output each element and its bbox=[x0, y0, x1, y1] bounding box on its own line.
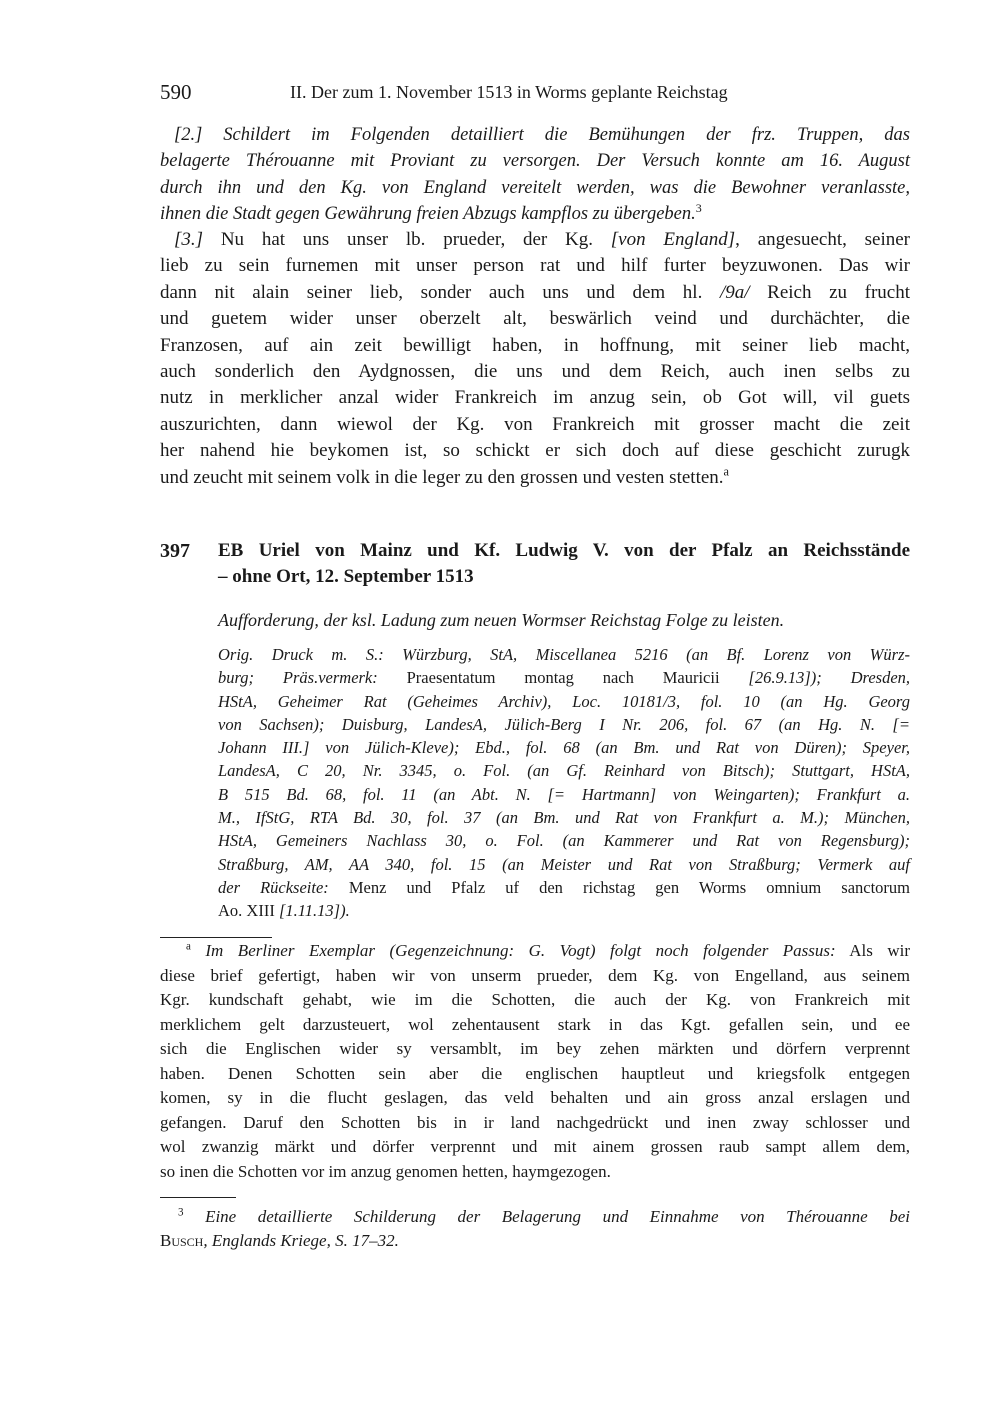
text-segment: auch sonderlich den Aydgnossen, die uns und dem Reich, auch inen selbs zu bbox=[160, 361, 910, 383]
paragraph-3-text bbox=[160, 227, 910, 491]
text-segment: dann nit alain seiner lieb, sonder auch uns und dem hl. bbox=[160, 281, 720, 303]
text-segment: her nahend hie beykomen ist, so schickt er sich doch auf diese geschicht zurugk bbox=[160, 440, 910, 462]
text-segment: Reich zu frucht bbox=[749, 281, 910, 303]
text-line bbox=[160, 964, 910, 989]
text-line bbox=[218, 829, 910, 852]
text-segment: LandesA, C 20, Nr. 3345, o. Fol. (an Gf. Reinhard von Bitsch); Stuttgart, HStA, bbox=[218, 761, 910, 781]
footnote-separator bbox=[160, 937, 272, 938]
text-segment: Orig. Druck m. S.: Würzburg, StA, Miscellanea 5216 (an Bf. Lorenz von Würz- bbox=[218, 645, 910, 664]
text-line bbox=[160, 465, 910, 491]
text-segment: und zeucht mit seinem volk in die leger zu den grossen und vesten stetten. bbox=[160, 466, 724, 488]
text-segment: burg; Präs.vermerk: bbox=[218, 668, 378, 688]
text-segment: Praesentatum montag nach Mauricii bbox=[377, 668, 749, 688]
running-title: II. Der zum 1. November 1513 in Worms geplante Reichstag bbox=[290, 82, 728, 102]
text-line bbox=[160, 1229, 910, 1253]
text-segment: diese brief gefertigt, haben wir von unserm prueder, dem Kg. von Engelland, aus seinem bbox=[160, 965, 910, 985]
text-segment: der Rückseite: bbox=[218, 877, 329, 897]
text-line bbox=[160, 385, 910, 411]
text-line bbox=[160, 1135, 910, 1160]
text-line bbox=[160, 227, 910, 253]
footnote-a bbox=[160, 939, 910, 1184]
text-line bbox=[218, 643, 910, 666]
text-segment: Nu hat uns unser lb. prueder, der Kg. bbox=[203, 229, 611, 250]
text-line bbox=[160, 988, 910, 1013]
text-segment: ihnen die Stadt gegen Gewährung freien Abzugs kampflos zu übergeben. bbox=[160, 204, 696, 225]
text-line bbox=[218, 666, 910, 689]
text-segment: Straßburg, AM, AA 340, fol. 15 (an Meister und Rat von Straßburg; Vermerk auf bbox=[218, 854, 910, 874]
page-number: 590 bbox=[160, 80, 192, 104]
text-segment: Kgr. kundschaft gehabt, wie im die Schotten, die auch der Kg. von Frankreich mit bbox=[160, 990, 910, 1009]
text-segment: Franzosen, auf ain zeit bewilligt haben, in hoffnung, mit seiner lieb macht, bbox=[160, 334, 910, 356]
text-segment: [1.11.13]). bbox=[278, 901, 350, 921]
text-segment: , Englands Kriege, S. 17–32. bbox=[203, 1230, 399, 1250]
text-line bbox=[160, 438, 910, 464]
document-title-line: – ohne Ort, 12. September 1513 bbox=[218, 566, 474, 587]
footnote-3 bbox=[160, 1205, 910, 1252]
document-number: 397 bbox=[160, 540, 190, 562]
text-segment: durch ihn und den Kg. von England vereitelt werden, was die Bewohner veranlasste, bbox=[160, 177, 910, 198]
text-segment: Menz und Pfalz uf den richstag gen Worms omnium sanctorum bbox=[328, 877, 911, 897]
text-line bbox=[218, 783, 910, 806]
text-line bbox=[218, 876, 910, 899]
text-line bbox=[160, 1037, 910, 1062]
footnote-marker: 3 bbox=[178, 1206, 184, 1219]
text-segment: B 515 Bd. 68, fol. 11 (an Abt. N. [= Hartmann] von Weingarten); Frankfurt a. bbox=[218, 784, 910, 804]
footnote-marker: a bbox=[723, 464, 730, 479]
text-segment: [von England] bbox=[610, 229, 736, 250]
text-segment: und guetem wider unser oberzelt alt, beswärlich veind und durchächter, die bbox=[160, 308, 910, 330]
text-line bbox=[218, 806, 910, 829]
text-segment: Busch bbox=[160, 1230, 204, 1250]
text-line bbox=[160, 253, 910, 279]
footnote-marker: 3 bbox=[695, 201, 702, 216]
text-line bbox=[160, 148, 910, 174]
text-segment: Im Berliner Exemplar (Gegenzeichnung: G. Vogt) folgt noch folgender Passus: bbox=[190, 941, 836, 960]
source-apparatus bbox=[218, 643, 910, 923]
text-line bbox=[160, 1111, 910, 1136]
text-line bbox=[160, 333, 910, 359]
text-segment: wol zwanzig märkt und dörfer verprennt und mit ainem grossen raub sampt allem dem, bbox=[160, 1137, 910, 1156]
text-line bbox=[218, 899, 910, 922]
text-line bbox=[160, 1205, 910, 1229]
text-line bbox=[218, 713, 910, 736]
text-segment: belagerte Thérouanne mit Proviant zu versorgen. Der Versuch konnte am 16. August bbox=[160, 151, 910, 172]
text-line bbox=[160, 1013, 910, 1038]
text-line bbox=[160, 201, 910, 227]
text-line bbox=[218, 690, 910, 713]
text-line bbox=[160, 122, 910, 148]
text-segment: von Sachsen); Duisburg, LandesA, Jülich-Berg I Nr. 206, fol. 67 (an Hg. N. [= bbox=[218, 714, 910, 734]
text-segment: Johann III.] von Jülich-Kleve); Ebd., fol. 68 (an Bm. und Rat von Düren); Speyer, bbox=[218, 738, 910, 758]
text-segment: M., IfStG, RTA Bd. 30, fol. 37 (an Bm. und Rat von Frankfurt a. M.); München, bbox=[218, 808, 910, 828]
text-line bbox=[160, 1160, 910, 1185]
text-segment: [3.] bbox=[174, 229, 204, 250]
text-line bbox=[218, 759, 910, 782]
text-segment: gefangen. Daruf den Schotten bis in ir land nachgedrückt und inen zway schlosser und bbox=[160, 1112, 910, 1132]
text-line bbox=[218, 853, 910, 876]
text-segment: sich die Englischen wider sy versamblt, im bey zehen märkten und dörfern verprennt bbox=[160, 1039, 910, 1058]
text-line bbox=[160, 280, 910, 306]
text-segment: nutz in merklicher anzal wider Frankreich im anzug sein, ob Got will, vil guets bbox=[160, 387, 910, 409]
text-line bbox=[160, 359, 910, 385]
text-segment: lieb zu sein furnemen mit unser person rat und hilf furter beyzuwonen. Das wir bbox=[160, 255, 910, 277]
text-segment: Als wir bbox=[835, 941, 910, 960]
text-segment: haben. Denen Schotten sein aber die englischen hauptleut und kriegsfolk entgegen bbox=[160, 1063, 910, 1083]
footnote-separator bbox=[160, 1197, 236, 1198]
text-segment: /9a/ bbox=[719, 281, 750, 303]
text-line bbox=[160, 1086, 910, 1111]
text-line bbox=[160, 175, 910, 201]
document-title bbox=[218, 538, 910, 590]
document-summary: Aufforderung, der ksl. Ladung zum neuen Wormser Reichstag Folge zu leisten. bbox=[218, 610, 785, 630]
text-line bbox=[218, 736, 910, 759]
text-segment: so inen die Schotten vor im anzug genomen hetten, haymgezogen. bbox=[160, 1161, 611, 1181]
text-segment: HStA, Geheimer Rat (Geheimes Archiv), Loc. 10181/3, fol. 10 (an Hg. Georg bbox=[218, 691, 910, 711]
text-segment: HStA, Gemeiners Nachlass 30, o. Fol. (an Kammerer und Rat von Regensburg); bbox=[218, 831, 910, 851]
text-segment: [2.] Schildert im Folgenden detailliert die Bemühungen der frz. Truppen, das bbox=[174, 125, 910, 145]
text-segment: komen, sy in die flucht geslagen, das veld behalten und ain gross anzal erslagen und bbox=[160, 1088, 910, 1107]
text-segment: Eine detaillierte Schilderung der Belagerung und Einnahme von Thérouanne bei bbox=[183, 1207, 910, 1226]
text-segment: auszurichten, dann wiewol der Kg. von Frankreich mit grosser macht die zeit bbox=[160, 413, 910, 435]
text-line bbox=[160, 939, 910, 964]
text-line bbox=[160, 306, 910, 332]
text-segment: [26.9.13]); Dresden, bbox=[748, 668, 911, 688]
footnote-marker: a bbox=[186, 940, 191, 953]
text-segment: merklichem gelt darzusteuert, wol zehentausent stark in das Kgt. gefallen sein, und ee bbox=[160, 1014, 910, 1034]
text-line bbox=[160, 1062, 910, 1087]
paragraph-2-summary bbox=[160, 122, 910, 228]
text-line bbox=[160, 412, 910, 438]
text-segment: Ao. XIII bbox=[218, 901, 279, 921]
document-title-line: EB Uriel von Mainz und Kf. Ludwig V. von der Pfalz an Reichsstände bbox=[218, 540, 910, 561]
text-segment: , angesuecht, seiner bbox=[735, 229, 910, 250]
